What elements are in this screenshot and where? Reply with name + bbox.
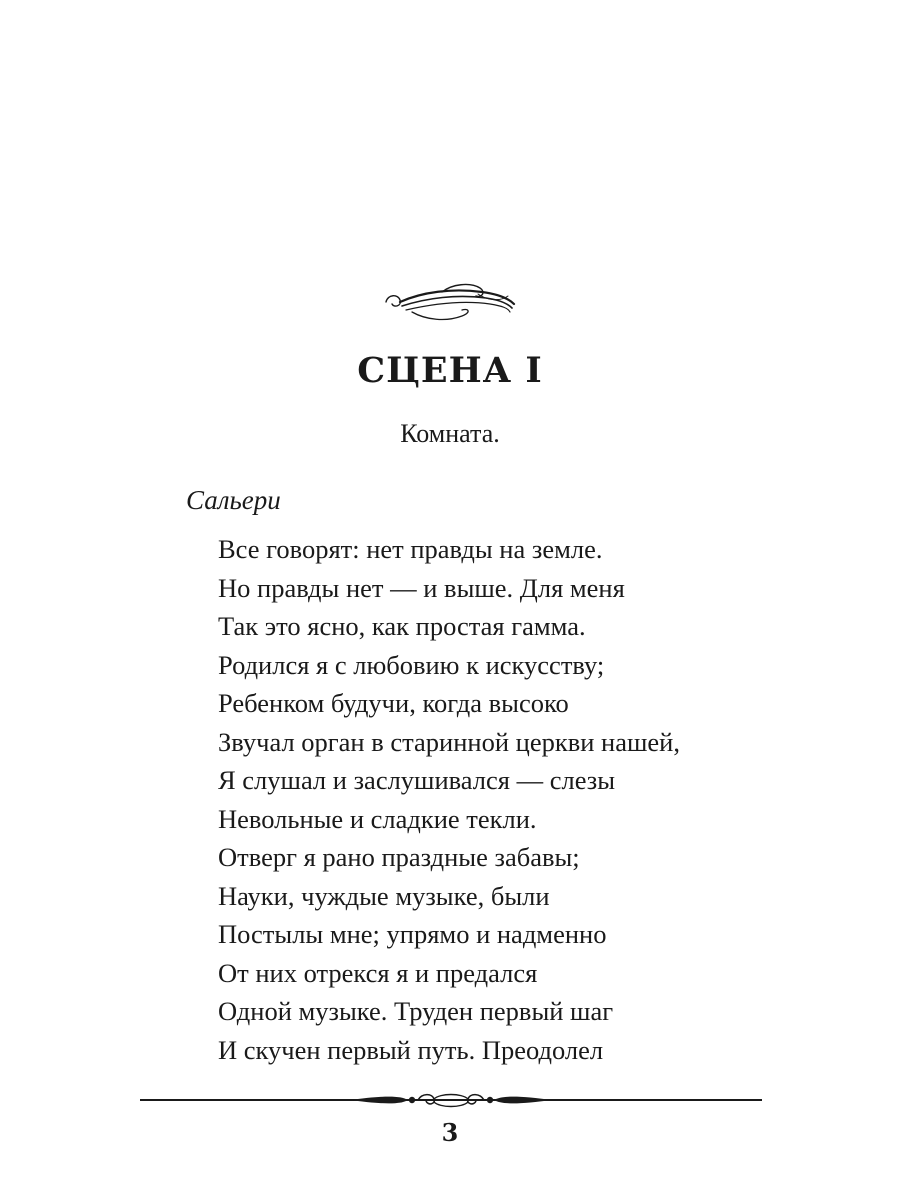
verse-line: Одной музыке. Труден первый шаг xyxy=(218,996,614,1026)
verse-line: Звучал орган в старинной церкви нашей, xyxy=(218,726,680,757)
verse-line: От них отрекся я и предался xyxy=(218,957,538,988)
verse-line: Постылы мне; упрямо и надменно xyxy=(218,919,607,949)
scene-setting: Комната. xyxy=(400,419,500,448)
flourish-ornament-icon xyxy=(382,280,518,326)
divider-ornament-icon xyxy=(140,1090,762,1112)
verse-line: Науки, чуждые музыке, были xyxy=(218,880,550,911)
verse-line: Ребенком будучи, когда высоко xyxy=(218,688,569,718)
verse-lines xyxy=(218,530,680,1069)
speaker-name: Сальери xyxy=(186,485,281,515)
verse-line: Все говорят: нет правды на земле. xyxy=(218,534,603,564)
verse-line: Так это ясно, как простая гамма. xyxy=(218,611,586,641)
page-number: 3 xyxy=(441,1118,459,1147)
verse-line: Родился я с любовию к искусству; xyxy=(218,649,605,680)
verse-line: И скучен первый путь. Преодолел xyxy=(218,1034,604,1065)
verse-line: Невольные и сладкие текли. xyxy=(218,803,537,834)
scene-title: СЦЕНА I xyxy=(357,350,543,391)
verse-line: Отверг я рано праздные забавы; xyxy=(218,842,580,872)
verse-line: Но правды нет — и выше. Для меня xyxy=(218,572,625,603)
verse-line: Я слушал и заслушивался — слезы xyxy=(218,765,616,795)
